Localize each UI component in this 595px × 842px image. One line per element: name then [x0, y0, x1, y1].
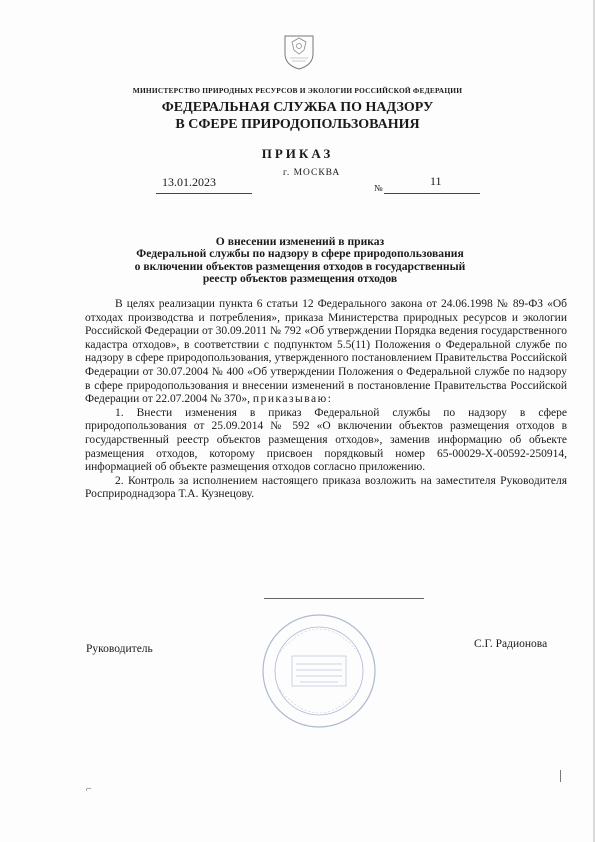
- document-title: [100, 236, 500, 286]
- document-city: г. МОСКВА: [283, 168, 341, 178]
- paragraph-text: В целях реализации пункта 6 статьи 12 Федерального закона от 24.06.1998 № 89-ФЗ «Об отходах производства и потребления», приказа Министерства природных ресурсов и экологии Российской Федерации от 30.09.2011 № 792 «Об утверждении Порядка ведения государственного кадастра отходов», в соответствии с подпунктом 5.5(11) Положения о Федеральной службе по надзору в сфере природопользования, утвержденного постановлением Правительства Российской Федерации от 30.07.2004 № 400 «Об утверждении Положения о Федеральной службе по надзору в сфере природопользования и внесении изменений в постановление Правительства Российской Федерации от 22.07.2004 № 370»,: [85, 298, 567, 406]
- agency-name-line2: В СФЕРЕ ПРИРОДОПОЛЬЗОВАНИЯ: [175, 117, 420, 132]
- ministry-name: МИНИСТЕРСТВО ПРИРОДНЫХ РЕСУРСОВ И ЭКОЛОГИИ РОССИЙСКОЙ ФЕДЕРАЦИИ: [132, 86, 463, 95]
- title-line: реестр объектов размещения отходов: [202, 272, 398, 286]
- title-line: Федеральной службы по надзору в сфере природопользования: [136, 247, 464, 261]
- body-paragraph: 1. Внести изменения в приказ Федеральной службы по надзору в сфере природопользования от 25.09.2014 № 592 «О включении объектов размещения отходов в государственный реестр объектов размещения отходов», заменив информацию об объекте размещения отходов, которому присвоен порядковый номер 65-00029-Х-00592-250914, информацией об объекте размещения отходов согласно приложению.: [85, 406, 567, 474]
- number-sign: №: [374, 183, 383, 193]
- order-word: приказываю:: [252, 393, 333, 406]
- body-paragraph: [85, 298, 567, 407]
- body-paragraph: 2. Контроль за исполнением настоящего приказа возложить на заместителя Руководителя Росприроднадзора Т.А. Кузнецову.: [85, 474, 567, 501]
- scan-mark-left: ⌐: [86, 784, 92, 795]
- paragraph-end-line: [264, 598, 424, 599]
- title-line: о включении объектов размещения отходов в государственный: [134, 259, 466, 273]
- number-underline: [384, 193, 480, 194]
- document-body: [85, 298, 567, 502]
- document-type: ПРИКАЗ: [261, 146, 334, 161]
- coat-of-arms-icon: [282, 30, 316, 70]
- official-seal-icon: [260, 612, 378, 730]
- signatory-name: С.Г. Радионова: [474, 638, 548, 650]
- scan-mark-right: [560, 770, 561, 782]
- date-underline: [156, 193, 252, 194]
- signatory-role: Руководитель: [86, 643, 153, 655]
- agency-name-line1: ФЕДЕРАЛЬНАЯ СЛУЖБА ПО НАДЗОРУ: [161, 100, 434, 115]
- document-number: 11: [430, 174, 442, 188]
- title-line: О внесении изменений в приказ: [215, 235, 385, 248]
- document-date: 13.01.2023: [162, 175, 216, 189]
